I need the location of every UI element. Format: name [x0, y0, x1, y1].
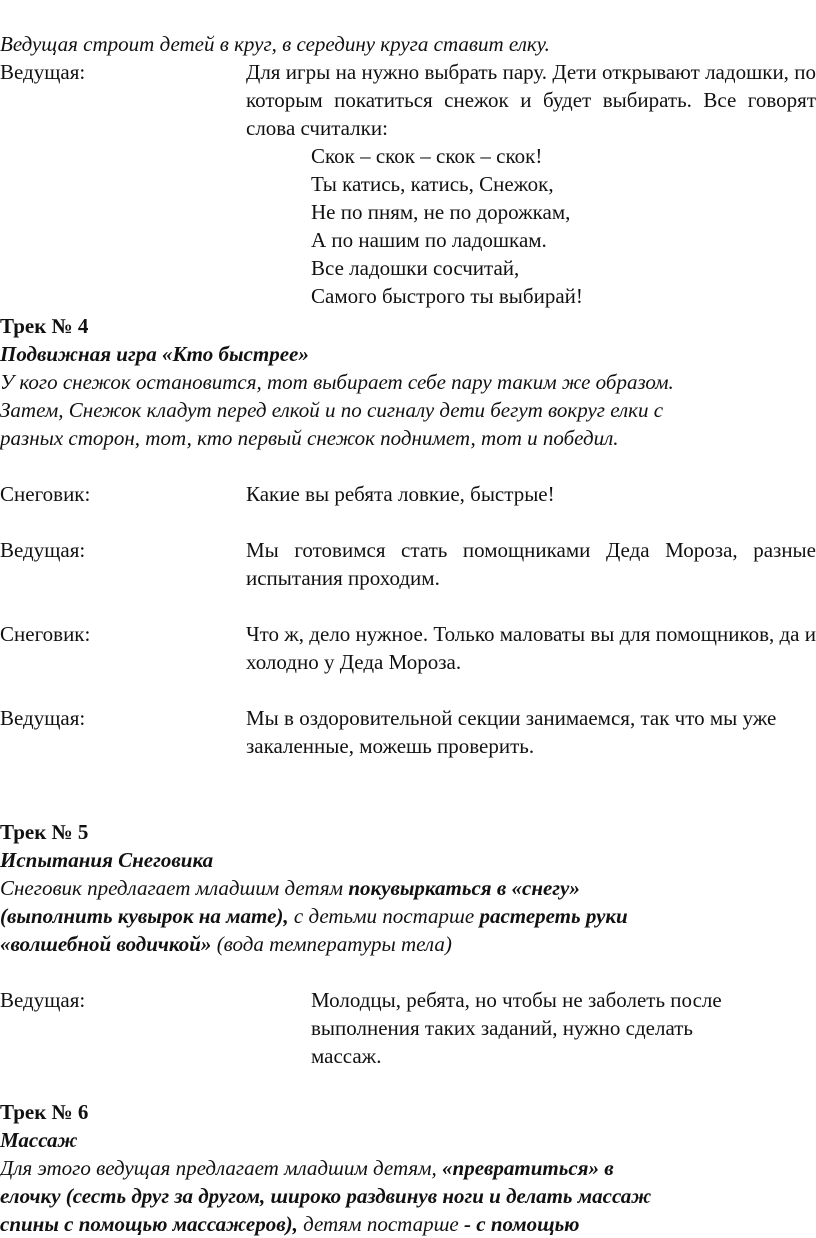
track-4-text-line: У кого снежок остановится, тот выбирает себе пару таким же образом. — [0, 370, 674, 394]
track-5-text: (вода температуры тела) — [211, 932, 452, 956]
track-5-subtitle: Испытания Снеговика — [0, 848, 214, 872]
host-speech-line: Молодцы, ребята, но чтобы не заболеть после — [311, 988, 722, 1012]
track-6-title: Трек № 6 — [0, 1100, 89, 1124]
track-6-text-line — [0, 1210, 580, 1238]
poem-line: Ты катись, катись, Снежок, — [311, 172, 554, 196]
intro-stage-direction: Ведущая строит детей в круг, в середину круга ставит елку. — [0, 32, 550, 56]
poem-line: Скок – скок – скок – скок! — [311, 144, 543, 168]
track-6-text-line — [0, 1154, 614, 1182]
track-6-emphasis: - с помощью — [464, 1212, 580, 1236]
speaker-snowman: Снеговик: — [0, 622, 91, 646]
track-6-text: Для этого ведущая предлагает младшим детям, — [0, 1156, 443, 1180]
track-4-text-line: Затем, Снежок кладут перед елкой и по сигналу дети бегут вокруг елки с — [0, 398, 664, 422]
track-5-title: Трек № 5 — [0, 820, 89, 844]
poem-line: Не по пням, не по дорожкам, — [311, 200, 571, 224]
track-5-emphasis: покувыркаться в «снегу» — [348, 876, 580, 900]
track-5-text-line — [0, 874, 580, 902]
host-speech-line: массаж. — [311, 1044, 382, 1068]
track-6-emphasis: «превратиться» в — [442, 1156, 614, 1180]
snowman-speech: Что ж, дело нужное. Только маловаты вы для помощников, да и холодно у Деда Мороза. — [246, 622, 816, 674]
speaker-host: Ведущая: — [0, 988, 86, 1012]
track-5-emphasis: «волшебной водичкой» — [0, 932, 212, 956]
track-5-text: с детьми постарше — [288, 904, 480, 928]
track-5-emphasis: растереть руки — [479, 904, 628, 928]
track-4-title: Трек № 4 — [0, 314, 89, 338]
host-speech-line: выполнения таких заданий, нужно сделать — [311, 1016, 693, 1040]
snowman-speech: Какие вы ребята ловкие, быстрые! — [246, 482, 555, 506]
track-6-emphasis: спины с помощью массажеров), — [0, 1212, 298, 1236]
track-4-text-line: разных сторон, тот, кто первый снежок поднимет, тот и победил. — [0, 426, 619, 450]
track-5-text-line — [0, 902, 628, 930]
speaker-snowman: Снеговик: — [0, 482, 91, 506]
track-5-emphasis: (выполнить кувырок на мате), — [0, 904, 289, 928]
track-6-text: детям постарше — [297, 1212, 465, 1236]
track-4-subtitle: Подвижная игра «Кто быстрее» — [0, 342, 309, 366]
poem-line: Все ладошки сосчитай, — [311, 256, 520, 280]
poem-line: А по нашим по ладошкам. — [311, 228, 547, 252]
track-6-text-line: елочку (сесть друг за другом, широко раздвинув ноги и делать массаж — [0, 1184, 652, 1208]
host-speech: Для игры на нужно выбрать пару. Дети открывают ладошки, по которым покатиться снежок и будет выбирать. Все говорят слова считалки: — [246, 60, 816, 140]
speaker-host: Ведущая: — [0, 60, 86, 84]
track-5-text-line — [0, 930, 452, 958]
speaker-host: Ведущая: — [0, 538, 86, 562]
host-speech: Мы готовимся стать помощниками Деда Мороза, разные испытания проходим. — [246, 538, 816, 590]
track-6-subtitle: Массаж — [0, 1128, 78, 1152]
poem-line: Самого быстрого ты выбирай! — [311, 284, 583, 308]
speaker-host: Ведущая: — [0, 706, 86, 730]
host-speech: Мы в оздоровительной секции занимаемся, так что мы уже закаленные, можешь проверить. — [246, 706, 777, 758]
track-5-text: Снеговик предлагает младшим детям — [0, 876, 349, 900]
